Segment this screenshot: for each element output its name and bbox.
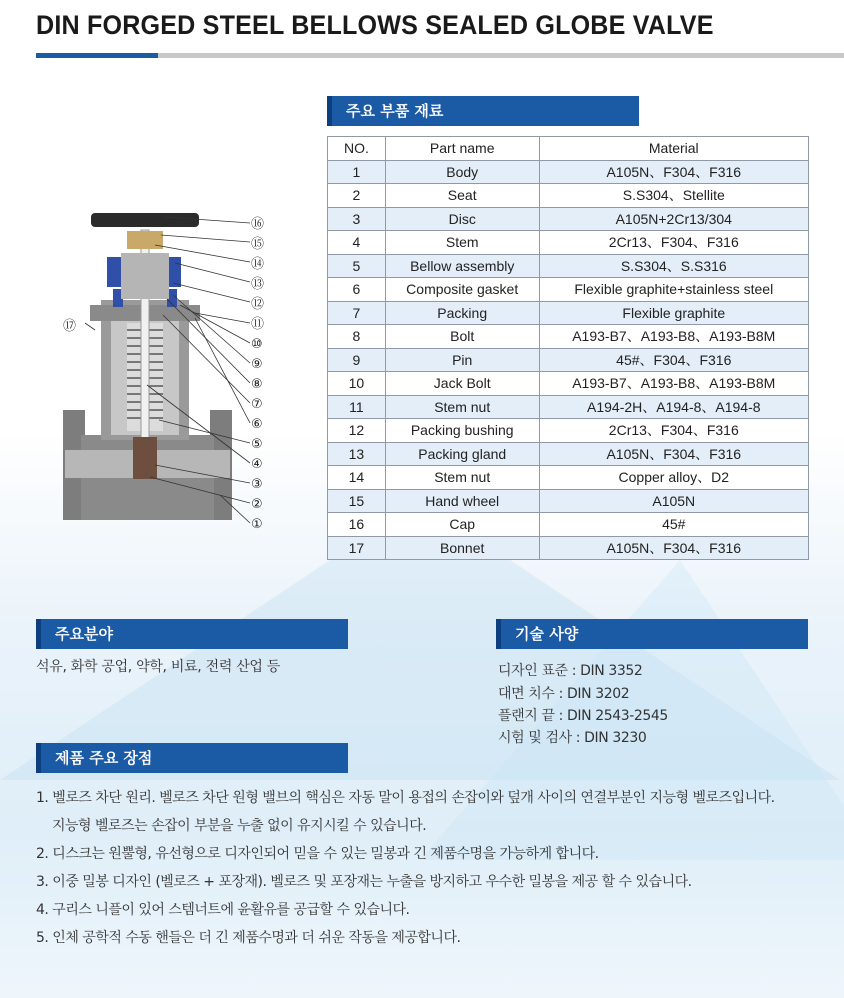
table-row — [328, 466, 809, 490]
advantage-line-1-cont: 지능형 벨로즈는 손잡이 부분을 누출 없이 유지시킬 수 있습니다. — [52, 818, 427, 834]
applications-text: 석유, 화학 공업, 약학, 비료, 전력 산업 등 — [36, 659, 281, 675]
parts-section-header — [327, 96, 639, 126]
advantage-line-3: 3. 이중 밀봉 디자인 (벨로즈 + 포장재). 벨로즈 및 포장재는 누출을 방지하고 우수한 밀봉을 제공 할 수 있습니다. — [36, 874, 692, 890]
cell-material: A193-B7、A193-B8、A193-B8M — [539, 325, 808, 349]
cell-material: S.S304、S.S316 — [539, 254, 808, 278]
spec-line-flange-end: 플랜지 끝 : DIN 2543-2545 — [498, 708, 668, 724]
advantage-line-2: 2. 디스크는 원뿔형, 유선형으로 디자인되어 믿을 수 있는 밀봉과 긴 제품수명을 가능하게 합니다. — [36, 846, 599, 862]
cell-no: 6 — [328, 278, 386, 302]
callout-5: ⑤ — [251, 437, 263, 452]
cell-no: 4 — [328, 231, 386, 255]
cell-no: 1 — [328, 160, 386, 184]
callout-11: ⑪ — [251, 317, 265, 332]
applications-section-header — [36, 619, 348, 649]
advantages-header-label: 제품 주요 장점 — [55, 749, 153, 767]
callout-6: ⑥ — [251, 417, 263, 432]
callout-9: ⑨ — [251, 357, 263, 372]
specs-header-label: 기술 사양 — [515, 625, 579, 643]
cell-material: 2Cr13、F304、F316 — [539, 231, 808, 255]
cell-part-name: Bonnet — [385, 536, 539, 560]
cell-part-name: Stem — [385, 231, 539, 255]
cell-material: 2Cr13、F304、F316 — [539, 419, 808, 443]
cell-no: 5 — [328, 254, 386, 278]
advantage-line-5: 5. 인체 공학적 수동 핸들은 더 긴 제품수명과 더 쉬운 작동을 제공합니다. — [36, 930, 461, 946]
cell-material: 45# — [539, 513, 808, 537]
table-row — [328, 348, 809, 372]
cell-part-name: Jack Bolt — [385, 372, 539, 396]
table-row — [328, 254, 809, 278]
cell-no: 2 — [328, 184, 386, 208]
callout-8: ⑧ — [251, 377, 263, 392]
table-row — [328, 489, 809, 513]
applications-header-label: 주요분야 — [55, 625, 113, 643]
cell-no: 8 — [328, 325, 386, 349]
cell-no: 9 — [328, 348, 386, 372]
callout-7: ⑦ — [251, 397, 263, 412]
table-row — [328, 301, 809, 325]
cell-part-name: Packing — [385, 301, 539, 325]
table-row — [328, 325, 809, 349]
table-row — [328, 536, 809, 560]
cell-part-name: Pin — [385, 348, 539, 372]
table-row — [328, 372, 809, 396]
cell-part-name: Cap — [385, 513, 539, 537]
table-header-row — [328, 137, 809, 161]
callout-3: ③ — [251, 477, 263, 492]
valve-cross-section-diagram — [55, 205, 285, 535]
callout-4: ④ — [251, 457, 263, 472]
cell-material: S.S304、Stellite — [539, 184, 808, 208]
cell-part-name: Body — [385, 160, 539, 184]
table-row — [328, 207, 809, 231]
callout-2: ② — [251, 497, 263, 512]
cell-no: 12 — [328, 419, 386, 443]
table-row — [328, 160, 809, 184]
table-row — [328, 278, 809, 302]
cell-material: A105N、F304、F316 — [539, 536, 808, 560]
cell-part-name: Disc — [385, 207, 539, 231]
table-row — [328, 231, 809, 255]
advantage-line-1: 1. 벨로즈 차단 원리. 벨로즈 차단 원형 밸브의 핵심은 자동 말이 용접의 손잡이와 덮개 사이의 연결부분인 지능형 벨로즈입니다. — [36, 790, 775, 806]
callout-12: ⑫ — [251, 297, 265, 312]
cell-no: 16 — [328, 513, 386, 537]
table-row — [328, 395, 809, 419]
cell-no: 10 — [328, 372, 386, 396]
cell-no: 3 — [328, 207, 386, 231]
cell-part-name: Bolt — [385, 325, 539, 349]
cell-material: A105N、F304、F316 — [539, 442, 808, 466]
table-row — [328, 184, 809, 208]
cell-material: A105N+2Cr13/304 — [539, 207, 808, 231]
advantage-line-4: 4. 구리스 니플이 있어 스템너트에 윤활유를 공급할 수 있습니다. — [36, 902, 410, 918]
callout-10: ⑩ — [251, 337, 263, 352]
cell-part-name: Packing bushing — [385, 419, 539, 443]
cell-material: 45#、F304、F316 — [539, 348, 808, 372]
cell-part-name: Hand wheel — [385, 489, 539, 513]
spec-line-testing: 시험 및 검사 : DIN 3230 — [498, 730, 647, 746]
cell-no: 15 — [328, 489, 386, 513]
cell-no: 13 — [328, 442, 386, 466]
cell-no: 11 — [328, 395, 386, 419]
cell-part-name: Bellow assembly — [385, 254, 539, 278]
packing-gland-right — [167, 257, 181, 287]
disc — [133, 437, 157, 479]
stem-nut — [127, 231, 163, 249]
cell-no: 7 — [328, 301, 386, 325]
cell-part-name: Packing gland — [385, 442, 539, 466]
callout-14: ⑭ — [251, 257, 265, 272]
cell-material: A105N — [539, 489, 808, 513]
yoke — [121, 253, 169, 299]
callout-17: ⑰ — [63, 319, 77, 334]
callout-1: ① — [251, 517, 263, 532]
advantages-section-header — [36, 743, 348, 773]
parts-section-header-label: 주요 부품 재료 — [346, 102, 444, 120]
spec-line-design-standard: 디자인 표준 : DIN 3352 — [498, 663, 643, 679]
cell-part-name: Stem nut — [385, 395, 539, 419]
cell-part-name: Seat — [385, 184, 539, 208]
cell-no: 14 — [328, 466, 386, 490]
cell-material: Flexible graphite+stainless steel — [539, 278, 808, 302]
callout-13: ⑬ — [251, 277, 265, 292]
cell-material: A194-2H、A194-8、A194-8 — [539, 395, 808, 419]
page-title: DIN FORGED STEEL BELLOWS SEALED GLOBE VALVE — [36, 10, 714, 40]
title-underline-accent — [36, 53, 158, 58]
cell-part-name: Stem nut — [385, 466, 539, 490]
packing-gland-left — [107, 257, 121, 287]
specs-section-header — [496, 619, 808, 649]
column-header-material: Material — [539, 137, 808, 161]
cell-part-name: Composite gasket — [385, 278, 539, 302]
callout-15: ⑮ — [251, 237, 265, 252]
cell-material: Flexible graphite — [539, 301, 808, 325]
spec-line-face-to-face: 대면 치수 : DIN 3202 — [498, 686, 630, 702]
column-header-no: NO. — [328, 137, 386, 161]
column-header-part-name: Part name — [385, 137, 539, 161]
table-row — [328, 442, 809, 466]
cell-material: Copper alloy、D2 — [539, 466, 808, 490]
table-row — [328, 419, 809, 443]
parts-table — [327, 136, 809, 560]
cell-material: A193-B7、A193-B8、A193-B8M — [539, 372, 808, 396]
table-row — [328, 513, 809, 537]
cell-no: 17 — [328, 536, 386, 560]
hand-wheel — [91, 213, 199, 227]
callout-16: ⑯ — [251, 217, 265, 232]
cell-material: A105N、F304、F316 — [539, 160, 808, 184]
